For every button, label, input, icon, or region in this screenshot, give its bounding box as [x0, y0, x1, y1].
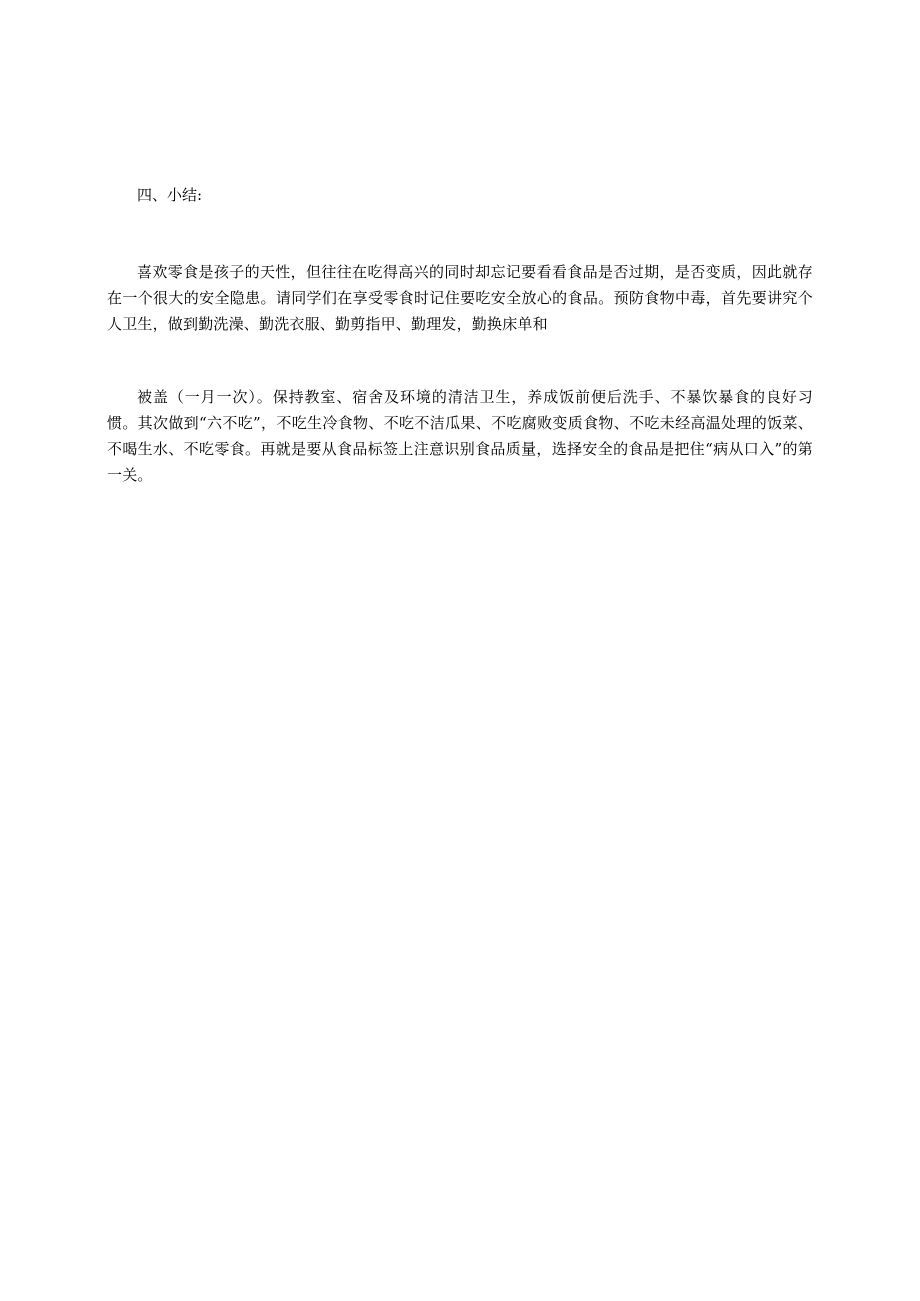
paragraph-six-dont-eat: 被盖（一月一次）。保持教室、宿舍及环境的清洁卫生，养成饭前便后洗手、不暴饮暴食的良好习惯。其次做到“六不吃”，不吃生冷食物、不吃不洁瓜果、不吃腐败变质食物、不吃未经高温处理的饭菜、不喝生水、不吃零食。再就是要从食品标签上注意识别食品质量，选择安全的食品是把住“病从口入”的第一关。	[107, 388, 813, 484]
section-heading: 四、小结:	[137, 186, 203, 204]
paragraph-snacks-hygiene: 喜欢零食是孩子的天性，但往往在吃得高兴的同时却忘记要看看食品是否过期，是否变质，因此就存在一个很大的安全隐患。请同学们在享受零食时记住要吃安全放心的食品。预防食物中毒，首先要讲究个人卫生，做到勤洗澡、勤洗衣服、勤剪指甲、勤理发，勤换床单和	[107, 263, 813, 333]
